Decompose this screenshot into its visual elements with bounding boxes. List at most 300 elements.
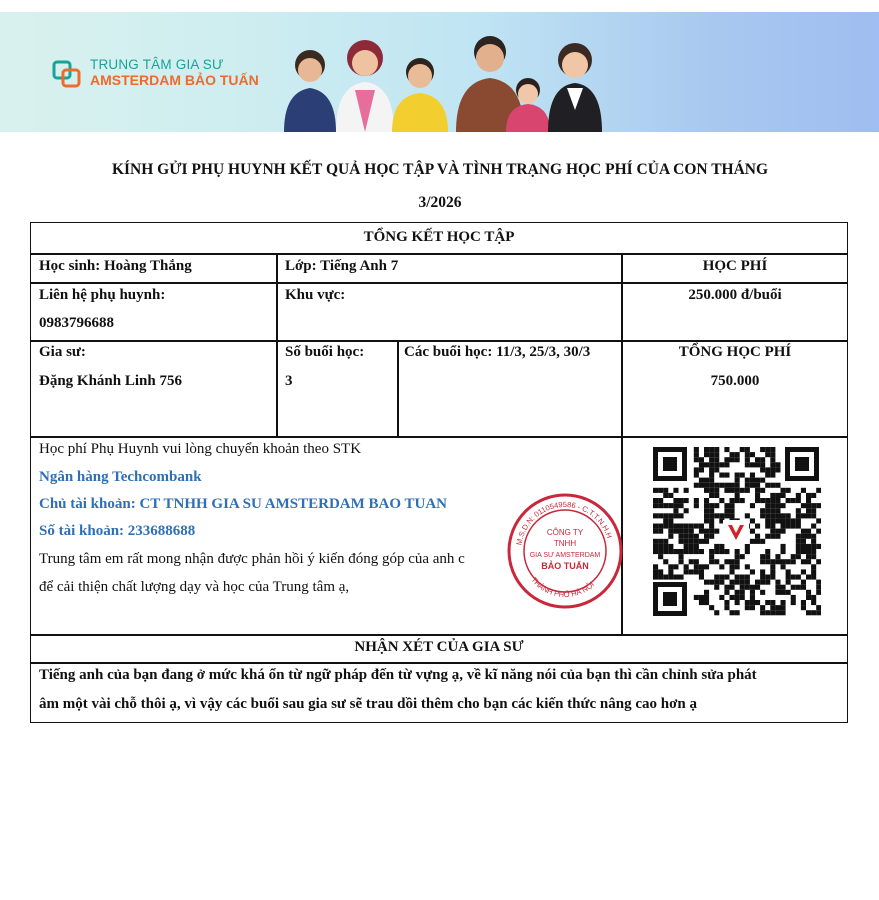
qr-module xyxy=(781,493,786,498)
qr-module xyxy=(745,549,750,554)
qr-module xyxy=(811,595,816,600)
qr-module xyxy=(791,595,796,600)
qr-module xyxy=(775,467,780,472)
qr-module xyxy=(719,595,724,600)
svg-text:THÀNH PHỐ HÀ NỘI: THÀNH PHỐ HÀ NỘI xyxy=(529,575,596,600)
qr-module xyxy=(714,585,719,590)
qr-module xyxy=(806,544,811,549)
qr-module xyxy=(791,498,796,503)
qr-module xyxy=(760,610,765,615)
qr-module xyxy=(755,478,760,483)
qr-module xyxy=(770,529,775,534)
qr-module xyxy=(750,478,755,483)
qr-module xyxy=(775,529,780,534)
qr-module xyxy=(811,513,816,518)
student-name: Học sinh: Hoàng Thắng xyxy=(39,258,192,274)
qr-module xyxy=(755,539,760,544)
class-name: Lớp: Tiếng Anh 7 xyxy=(285,258,399,274)
qr-module xyxy=(689,544,694,549)
report-month: 3/2026 xyxy=(418,194,462,211)
center-logo-text xyxy=(90,57,259,89)
qr-module xyxy=(755,580,760,585)
qr-module xyxy=(755,462,760,467)
qr-module xyxy=(765,503,770,508)
qr-module xyxy=(714,529,719,534)
qr-module xyxy=(735,473,740,478)
qr-module xyxy=(750,473,755,478)
qr-module xyxy=(765,600,770,605)
qr-module xyxy=(801,580,806,585)
parent-phone: 0983796688 xyxy=(39,315,114,331)
qr-module xyxy=(709,529,714,534)
qr-module xyxy=(679,549,684,554)
qr-module xyxy=(694,452,699,457)
qr-module xyxy=(770,457,775,462)
qr-module xyxy=(806,590,811,595)
qr-module xyxy=(786,518,791,523)
qr-module xyxy=(796,539,801,544)
qr-module xyxy=(745,585,750,590)
qr-module xyxy=(679,529,684,534)
qr-module xyxy=(770,600,775,605)
qr-module xyxy=(653,488,658,493)
qr-module xyxy=(673,498,678,503)
center-logo-icon xyxy=(52,60,82,88)
qr-module xyxy=(653,529,658,534)
qr-module xyxy=(770,518,775,523)
qr-module xyxy=(714,467,719,472)
qr-module xyxy=(668,564,673,569)
qr-module xyxy=(770,462,775,467)
qr-module xyxy=(755,483,760,488)
qr-module xyxy=(775,518,780,523)
qr-module xyxy=(684,534,689,539)
qr-module xyxy=(673,524,678,529)
qr-module xyxy=(673,488,678,493)
qr-module xyxy=(781,564,786,569)
qr-module xyxy=(699,478,704,483)
qr-module xyxy=(724,585,729,590)
qr-module xyxy=(709,580,714,585)
qr-module xyxy=(673,575,678,580)
qr-module xyxy=(791,524,796,529)
qr-module xyxy=(775,590,780,595)
qr-module xyxy=(679,534,684,539)
qr-module xyxy=(750,595,755,600)
qr-module xyxy=(673,529,678,534)
qr-module xyxy=(689,569,694,574)
qr-module xyxy=(745,564,750,569)
qr-module xyxy=(735,590,740,595)
qr-module xyxy=(663,488,668,493)
qr-module xyxy=(816,590,821,595)
qr-module xyxy=(663,513,668,518)
qr-module xyxy=(775,534,780,539)
qr-module xyxy=(816,605,821,610)
qr-module xyxy=(765,518,770,523)
qr-module xyxy=(724,605,729,610)
qr-module xyxy=(709,605,714,610)
qr-module xyxy=(663,493,668,498)
qr-module xyxy=(714,580,719,585)
qr-module xyxy=(673,508,678,513)
qr-module xyxy=(801,544,806,549)
qr-module xyxy=(786,575,791,580)
qr-module xyxy=(724,473,729,478)
qr-module xyxy=(704,600,709,605)
logo-line-1: TRUNG TÂM GIA SƯ xyxy=(90,57,224,72)
qr-module xyxy=(694,473,699,478)
qr-module xyxy=(816,610,821,615)
total-fee-label: TỔNG HỌC PHÍ xyxy=(678,344,792,360)
qr-module xyxy=(760,569,765,574)
qr-module xyxy=(673,513,678,518)
qr-module xyxy=(760,508,765,513)
qr-module xyxy=(694,564,699,569)
qr-module xyxy=(684,498,689,503)
qr-module xyxy=(806,534,811,539)
qr-module xyxy=(658,575,663,580)
tutor-comment-line-1: Tiếng anh của bạn đang ở mức khá ổn từ ngữ pháp đến từ vựng ạ, về kĩ năng nói của bạn thì cần chỉnh sửa phát xyxy=(39,667,757,683)
qr-module xyxy=(755,498,760,503)
qr-module xyxy=(724,559,729,564)
qr-module xyxy=(745,513,750,518)
qr-module xyxy=(719,473,724,478)
report-title: KÍNH GỬI PHỤ HUYNH KẾT QUẢ HỌC TẬP VÀ TÌNH TRẠNG HỌC PHÍ CỦA CON THÁNG xyxy=(111,161,769,178)
qr-module xyxy=(699,575,704,580)
qr-module xyxy=(811,524,816,529)
qr-module xyxy=(796,534,801,539)
qr-module xyxy=(765,447,770,452)
qr-module xyxy=(806,554,811,559)
qr-module xyxy=(765,575,770,580)
report-table xyxy=(30,222,848,723)
qr-module xyxy=(796,524,801,529)
qr-module xyxy=(740,590,745,595)
qr-module xyxy=(653,544,658,549)
qr-module xyxy=(714,513,719,518)
qr-module xyxy=(709,503,714,508)
qr-module xyxy=(730,513,735,518)
qr-module xyxy=(760,575,765,580)
qr-module xyxy=(801,600,806,605)
area-label: Khu vực: xyxy=(285,287,346,303)
qr-module xyxy=(719,580,724,585)
qr-module xyxy=(745,478,750,483)
qr-module xyxy=(770,569,775,574)
qr-module xyxy=(770,452,775,457)
qr-module xyxy=(714,488,719,493)
qr-module xyxy=(714,575,719,580)
qr-module xyxy=(786,498,791,503)
qr-module xyxy=(765,554,770,559)
qr-module xyxy=(811,539,816,544)
qr-module xyxy=(709,493,714,498)
qr-module xyxy=(740,488,745,493)
payment-intro: Học phí Phụ Huynh vui lòng chuyển khoản theo STK xyxy=(39,441,362,457)
qr-module xyxy=(735,493,740,498)
qr-module xyxy=(679,539,684,544)
qr-module xyxy=(801,529,806,534)
qr-module xyxy=(806,549,811,554)
qr-module xyxy=(740,585,745,590)
qr-module xyxy=(770,498,775,503)
qr-module xyxy=(668,529,673,534)
qr-module xyxy=(709,518,714,523)
qr-module xyxy=(730,508,735,513)
qr-module xyxy=(775,498,780,503)
qr-module xyxy=(750,569,755,574)
qr-module xyxy=(684,508,689,513)
qr-module xyxy=(684,488,689,493)
qr-module xyxy=(724,575,729,580)
qr-module xyxy=(704,590,709,595)
qr-module xyxy=(781,518,786,523)
qr-module xyxy=(709,462,714,467)
qr-module xyxy=(770,483,775,488)
qr-module xyxy=(653,503,658,508)
qr-module xyxy=(724,447,729,452)
payment-qr-code xyxy=(651,444,821,619)
qr-module xyxy=(704,513,709,518)
qr-module xyxy=(694,524,699,529)
svg-text:M.S.D.N: 0110549586 - C.T.T.N.: M.S.D.N: 0110549586 - C.T.T.N.H.H xyxy=(514,499,614,546)
qr-module xyxy=(755,493,760,498)
qr-module xyxy=(709,452,714,457)
qr-module xyxy=(765,534,770,539)
qr-module xyxy=(760,467,765,472)
qr-module xyxy=(770,508,775,513)
qr-module xyxy=(699,483,704,488)
qr-module xyxy=(770,513,775,518)
qr-module xyxy=(719,549,724,554)
parent-contact-label: Liên hệ phụ huynh: xyxy=(39,287,166,303)
qr-module xyxy=(811,600,816,605)
qr-module xyxy=(709,467,714,472)
qr-module xyxy=(679,554,684,559)
qr-module xyxy=(658,498,663,503)
qr-module xyxy=(709,447,714,452)
qr-module xyxy=(730,564,735,569)
qr-module xyxy=(704,595,709,600)
qr-module xyxy=(658,569,663,574)
qr-module xyxy=(801,605,806,610)
qr-module xyxy=(775,585,780,590)
qr-module xyxy=(806,610,811,615)
col-divider xyxy=(397,340,399,436)
qr-module xyxy=(796,585,801,590)
qr-module xyxy=(735,564,740,569)
qr-module xyxy=(806,503,811,508)
qr-module xyxy=(786,590,791,595)
qr-module xyxy=(740,447,745,452)
qr-module xyxy=(811,549,816,554)
qr-module xyxy=(806,559,811,564)
qr-module xyxy=(740,498,745,503)
qr-module xyxy=(689,529,694,534)
qr-module xyxy=(765,452,770,457)
qr-module xyxy=(719,513,724,518)
qr-module xyxy=(663,549,668,554)
qr-module xyxy=(709,549,714,554)
qr-module xyxy=(791,600,796,605)
company-stamp-seal xyxy=(505,491,625,611)
qr-module xyxy=(679,503,684,508)
qr-module xyxy=(709,559,714,564)
qr-module xyxy=(760,478,765,483)
qr-module xyxy=(745,544,750,549)
qr-module xyxy=(755,488,760,493)
qr-module xyxy=(735,478,740,483)
qr-module xyxy=(781,585,786,590)
qr-module xyxy=(699,529,704,534)
qr-module xyxy=(704,483,709,488)
qr-module xyxy=(755,524,760,529)
qr-module xyxy=(704,539,709,544)
qr-module xyxy=(745,580,750,585)
qr-module xyxy=(724,508,729,513)
qr-module xyxy=(781,488,786,493)
qr-module xyxy=(658,513,663,518)
qr-module xyxy=(679,513,684,518)
qr-module xyxy=(796,498,801,503)
qr-module xyxy=(745,575,750,580)
tutor-label: Gia sư: xyxy=(39,344,86,360)
qr-module xyxy=(658,539,663,544)
qr-module xyxy=(806,513,811,518)
qr-module xyxy=(750,529,755,534)
qr-module xyxy=(781,524,786,529)
qr-module xyxy=(704,452,709,457)
qr-module xyxy=(786,513,791,518)
qr-module xyxy=(781,544,786,549)
qr-module xyxy=(658,503,663,508)
qr-module xyxy=(760,498,765,503)
qr-module xyxy=(796,508,801,513)
qr-module xyxy=(658,488,663,493)
qr-module xyxy=(781,610,786,615)
qr-module xyxy=(740,580,745,585)
qr-module xyxy=(750,452,755,457)
qr-module xyxy=(816,580,821,585)
qr-module xyxy=(653,549,658,554)
qr-module xyxy=(791,575,796,580)
qr-module xyxy=(765,473,770,478)
qr-module xyxy=(745,605,750,610)
qr-module xyxy=(750,503,755,508)
qr-module xyxy=(740,575,745,580)
account-holder: Chủ tài khoản: CT TNHH GIA SU AMSTERDAM BAO TUAN xyxy=(39,496,448,512)
qr-module xyxy=(668,549,673,554)
qr-module xyxy=(709,513,714,518)
qr-module xyxy=(775,580,780,585)
qr-module xyxy=(684,569,689,574)
qr-module xyxy=(801,569,806,574)
qr-module xyxy=(709,478,714,483)
qr-module xyxy=(745,447,750,452)
qr-module xyxy=(740,473,745,478)
qr-module xyxy=(709,457,714,462)
qr-module xyxy=(770,605,775,610)
qr-module xyxy=(750,590,755,595)
qr-module xyxy=(658,529,663,534)
qr-module xyxy=(735,549,740,554)
feedback-request-line-2: để cải thiện chất lượng dạy và học của Trung tâm ạ, xyxy=(39,579,350,595)
qr-module xyxy=(684,564,689,569)
qr-module xyxy=(735,595,740,600)
qr-module xyxy=(750,462,755,467)
qr-module xyxy=(781,529,786,534)
qr-module xyxy=(699,539,704,544)
qr-module xyxy=(816,559,821,564)
qr-module xyxy=(699,595,704,600)
qr-module xyxy=(673,564,678,569)
qr-module xyxy=(714,452,719,457)
qr-module xyxy=(806,595,811,600)
qr-module xyxy=(730,498,735,503)
sessions-count: 3 xyxy=(285,373,293,389)
qr-module xyxy=(668,493,673,498)
qr-module xyxy=(694,498,699,503)
qr-module xyxy=(724,549,729,554)
qr-module xyxy=(730,585,735,590)
qr-module xyxy=(755,585,760,590)
qr-module xyxy=(770,447,775,452)
qr-module xyxy=(806,529,811,534)
qr-module xyxy=(745,488,750,493)
qr-module xyxy=(704,529,709,534)
qr-module xyxy=(714,610,719,615)
qr-module xyxy=(740,595,745,600)
qr-module xyxy=(781,513,786,518)
logo-line-2: AMSTERDAM BẢO TUẤN xyxy=(90,72,259,88)
qr-module xyxy=(679,575,684,580)
qr-module xyxy=(679,559,684,564)
qr-module xyxy=(714,503,719,508)
qr-module xyxy=(699,569,704,574)
qr-module xyxy=(724,590,729,595)
bank-name: Ngân hàng Techcombank xyxy=(39,469,202,485)
qr-module xyxy=(709,554,714,559)
qr-module xyxy=(679,524,684,529)
qr-module xyxy=(775,493,780,498)
qr-module xyxy=(653,524,658,529)
qr-module xyxy=(796,493,801,498)
qr-module xyxy=(786,580,791,585)
qr-module xyxy=(709,508,714,513)
qr-module xyxy=(699,600,704,605)
qr-module xyxy=(760,580,765,585)
qr-module xyxy=(811,564,816,569)
qr-module xyxy=(704,534,709,539)
qr-module xyxy=(724,488,729,493)
qr-module xyxy=(770,575,775,580)
qr-module xyxy=(745,600,750,605)
qr-module xyxy=(704,564,709,569)
qr-module xyxy=(786,524,791,529)
qr-module xyxy=(658,554,663,559)
qr-module xyxy=(663,575,668,580)
summary-header: TỔNG KẾT HỌC TẬP xyxy=(363,229,515,245)
qr-module xyxy=(801,534,806,539)
qr-module xyxy=(684,539,689,544)
qr-module xyxy=(658,544,663,549)
qr-module xyxy=(663,524,668,529)
qr-module xyxy=(694,467,699,472)
qr-module xyxy=(684,544,689,549)
qr-module xyxy=(750,600,755,605)
qr-module xyxy=(689,539,694,544)
